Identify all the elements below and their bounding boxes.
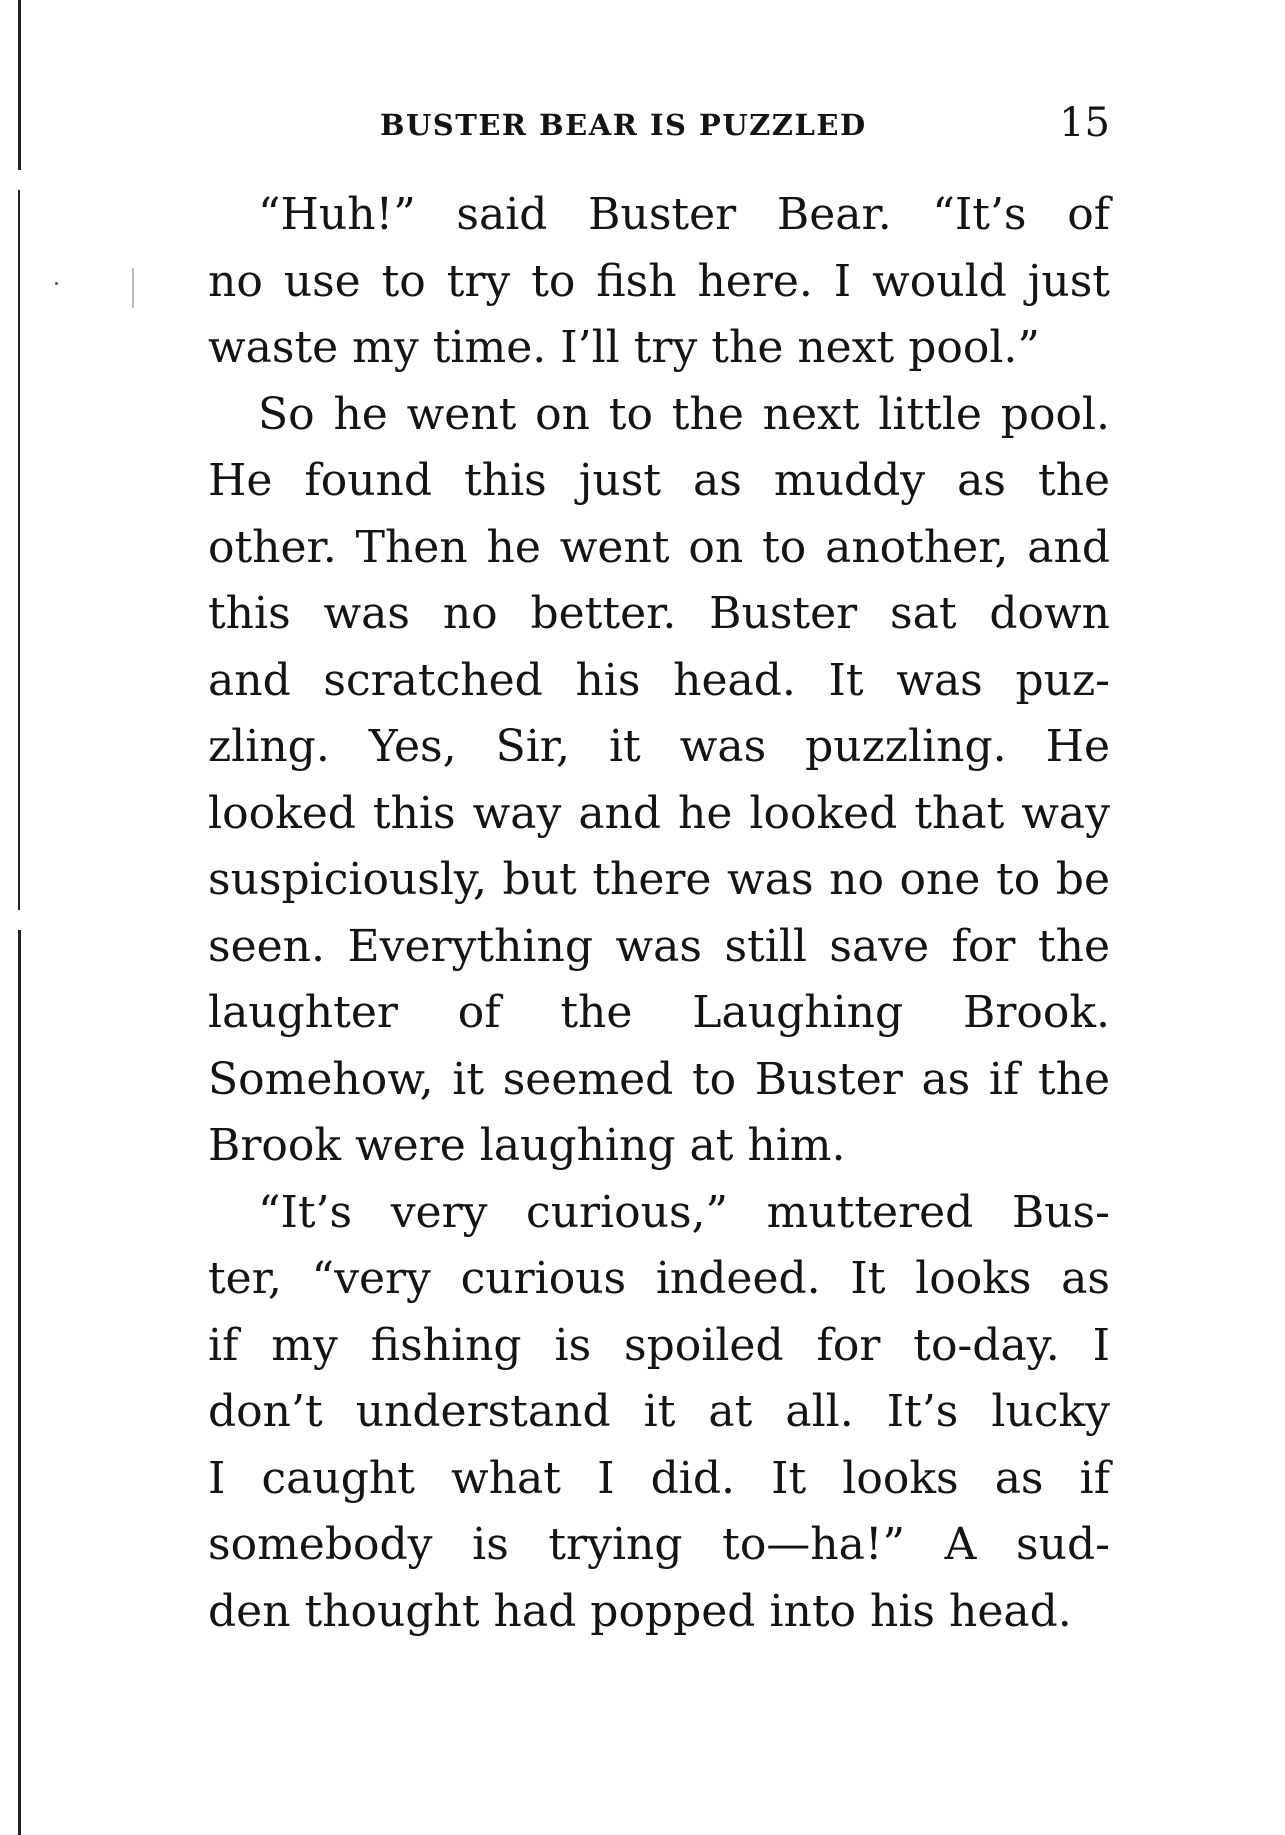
text-line: looked this way and he looked that way [208, 787, 1110, 839]
text-line: seen. Everything was still save for the [208, 920, 1110, 972]
text-line: Somehow, it seemed to Buster as if the [208, 1053, 1110, 1105]
text-line: somebody is trying to—ha!” A sud- [208, 1519, 1110, 1570]
text-line: this was no better. Buster sat down [208, 588, 1110, 639]
text-line: other. Then he went on to another, and [208, 521, 1110, 573]
paragraph [208, 382, 1110, 1180]
text-line: “Huh!” said Buster Bear. “It’s of [258, 189, 1110, 240]
binding-edge-mark [18, 0, 21, 170]
text-line: ter, “very curious indeed. It looks as [208, 1253, 1110, 1304]
text-line: laughter of the Laughing Brook. [208, 987, 1110, 1038]
paragraph [208, 1180, 1110, 1646]
binding-edge-mark [18, 190, 20, 910]
paragraph [208, 182, 1110, 382]
binding-edge-mark [18, 930, 21, 1835]
text-line: zling. Yes, Sir, it was puzzling. He [208, 721, 1110, 772]
text-line: and scratched his head. It was puz- [208, 654, 1110, 706]
body-text [208, 182, 1110, 1645]
page-number: 15 [1059, 100, 1110, 146]
text-line: don’t understand it at all. It’s lucky [208, 1386, 1110, 1437]
text-line: no use to try to fish here. I would just [208, 255, 1110, 307]
scan-speck [55, 282, 58, 285]
text-line: “It’s very curious,” muttered Bus- [258, 1186, 1110, 1238]
running-head [380, 100, 1110, 150]
text-line: den thought had popped into his head. [208, 1585, 1072, 1637]
text-line: So he went on to the next little pool. [258, 388, 1110, 440]
text-line: waste my time. I’ll try the next pool.” [208, 322, 1040, 373]
text-line: if my fishing is spoiled for to-day. I [208, 1319, 1110, 1371]
text-line: I caught what I did. It looks as if [208, 1452, 1110, 1504]
text-line: He found this just as muddy as the [208, 455, 1110, 506]
text-line: Brook were laughing at him. [208, 1120, 846, 1171]
scan-speck [132, 268, 134, 308]
text-line: suspiciously, but there was no one to be [208, 854, 1110, 905]
chapter-running-title: BUSTER BEAR IS PUZZLED [380, 108, 867, 142]
